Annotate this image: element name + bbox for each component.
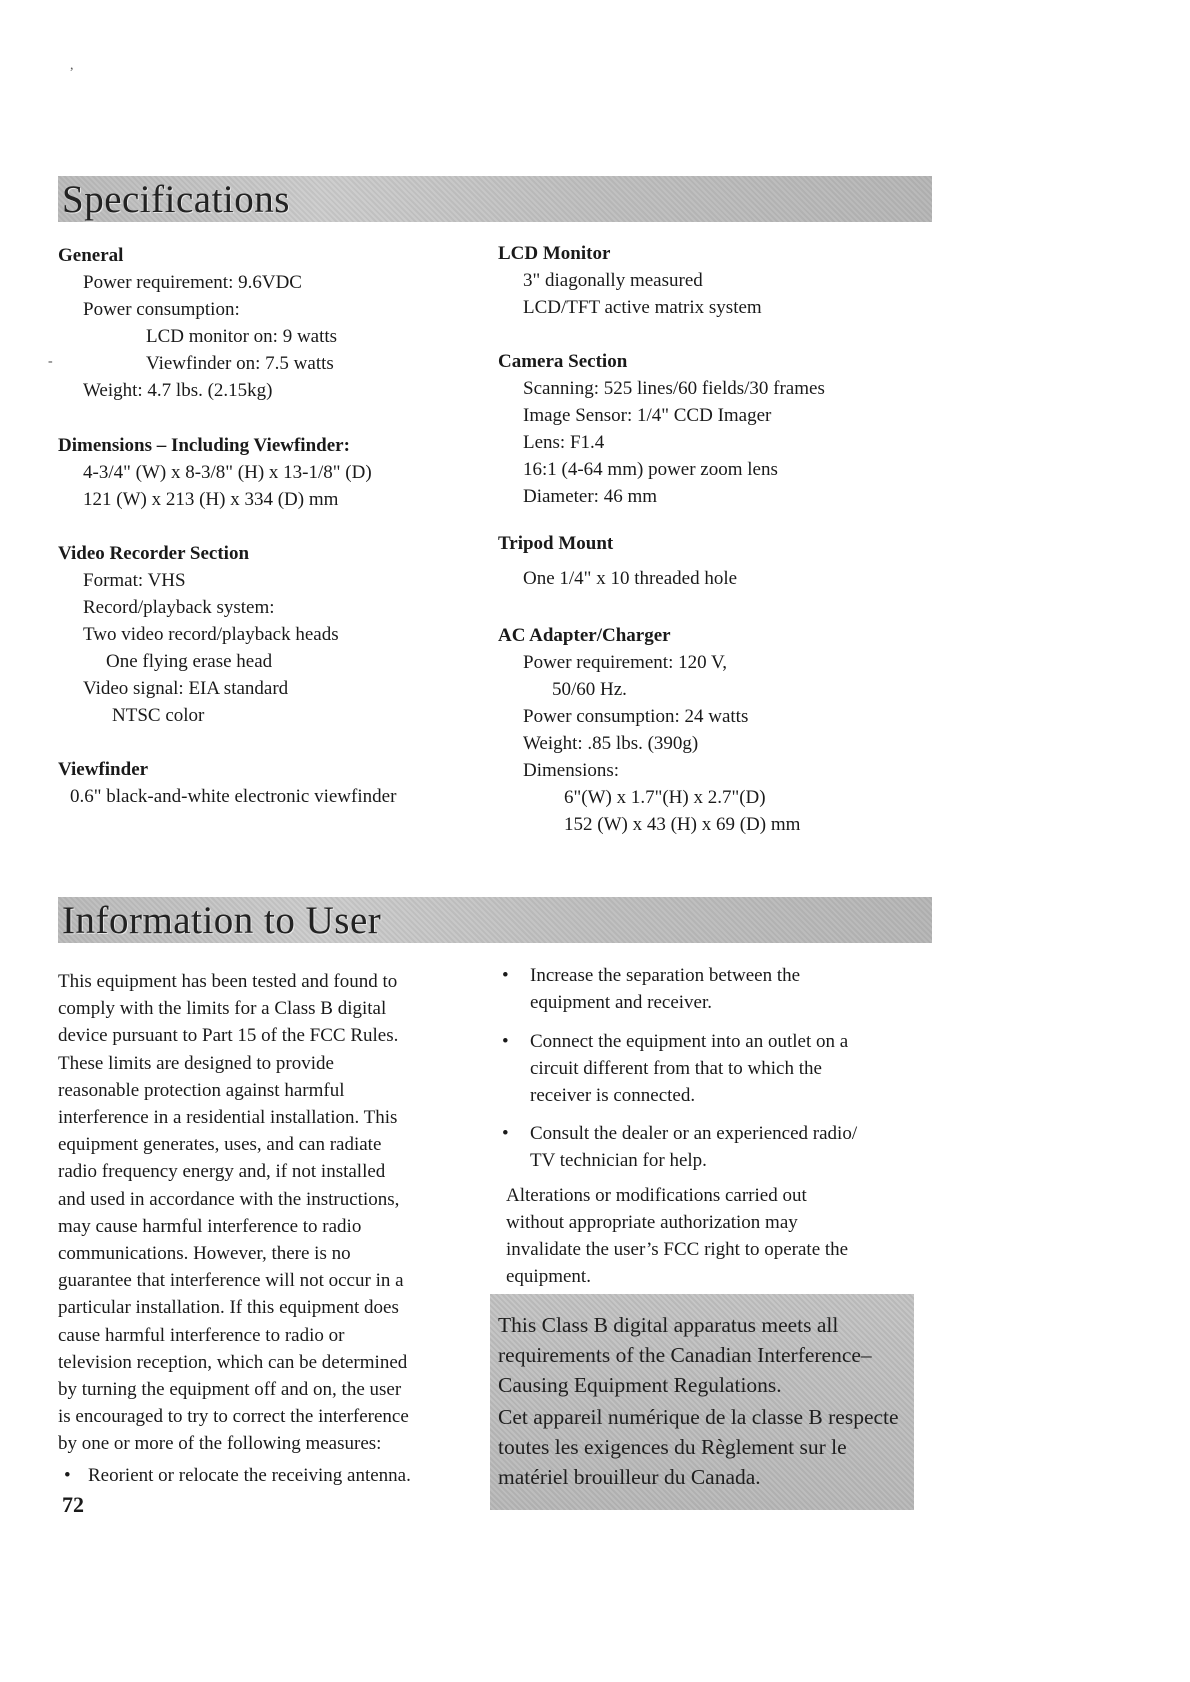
camera-zoom: 16:1 (4-64 mm) power zoom lens (523, 459, 778, 480)
general-weight: Weight: 4.7 lbs. (2.15kg) (83, 380, 273, 401)
stray-mark: - (48, 354, 53, 369)
alterations-line: equipment. (506, 1266, 591, 1287)
general-power-consumption: Power consumption: (83, 299, 240, 320)
video-recorder-section (58, 540, 339, 729)
canada-line: Cet appareil numérique de la classe B respecte (498, 1405, 899, 1429)
fcc-line: guarantee that interference will not occur in a (58, 1270, 404, 1292)
bullet-text: circuit different from that to which the (530, 1058, 822, 1079)
tripod-desc: One 1/4" x 10 threaded hole (523, 568, 738, 589)
fcc-line: is encouraged to try to correct the interference (58, 1406, 409, 1428)
ac-adapter-heading: AC Adapter/Charger (498, 625, 671, 646)
lcd-monitor-section (498, 240, 762, 321)
lcd-size: 3" diagonally measured (523, 270, 703, 291)
fcc-line: particular installation. If this equipment does (58, 1297, 399, 1319)
bullet-text: Connect the equipment into an outlet on a (530, 1031, 849, 1052)
video-record-playback: Record/playback system: (83, 597, 275, 618)
canada-line: Causing Equipment Regulations. (498, 1373, 782, 1397)
fcc-line: by turning the equipment off and on, the user (58, 1379, 402, 1401)
fcc-line: interference in a residential installation. This (58, 1107, 398, 1129)
camera-scanning: Scanning: 525 lines/60 fields/30 frames (523, 378, 825, 399)
fcc-line: This equipment has been tested and found to (58, 971, 398, 992)
bullet-dot: • (64, 1465, 71, 1486)
bullet-dot: • (502, 965, 509, 986)
alterations-paragraph (506, 1182, 848, 1290)
alterations-line: Alterations or modifications carried out (506, 1185, 807, 1206)
ac-hz: 50/60 Hz. (552, 679, 627, 700)
specifications-title: Specifications (62, 178, 290, 221)
fcc-line: by one or more of the following measures: (58, 1433, 382, 1455)
bullet-dot: • (502, 1123, 509, 1144)
viewfinder-heading: Viewfinder (58, 759, 149, 780)
fcc-line: may cause harmful interference to radio (58, 1215, 362, 1237)
ac-adapter-section (498, 622, 800, 838)
alterations-line: without appropriate authorization may (506, 1212, 798, 1233)
lcd-monitor-heading: LCD Monitor (498, 243, 611, 264)
bullet-text: Consult the dealer or an experienced radio/ (530, 1123, 858, 1144)
bullet-reorient (64, 1462, 411, 1489)
general-viewfinder-on: Viewfinder on: 7.5 watts (146, 353, 334, 374)
canada-line: requirements of the Canadian Interference– (498, 1343, 872, 1367)
video-color: NTSC color (112, 705, 205, 726)
fcc-line: equipment generates, uses, and can radiate (58, 1134, 382, 1156)
ac-power-consumption: Power consumption: 24 watts (523, 706, 749, 727)
fcc-line: television reception, which can be determined (58, 1351, 408, 1373)
bullet-consult (502, 1120, 857, 1174)
fcc-line: communications. However, there is no (58, 1243, 351, 1265)
dimensions-inches: 4-3/4" (W) x 8-3/8" (H) x 13-1/8" (D) (83, 462, 372, 483)
tripod-section (498, 530, 737, 592)
fcc-line: cause harmful interference to radio or (58, 1324, 345, 1346)
information-title: Information to User (62, 899, 382, 942)
page-number: 72 (62, 1492, 84, 1517)
fcc-paragraph (58, 968, 409, 1458)
ac-dim-mm: 152 (W) x 43 (H) x 69 (D) mm (564, 814, 801, 835)
camera-heading: Camera Section (498, 351, 628, 372)
ac-weight: Weight: .85 lbs. (390g) (523, 733, 699, 754)
video-erase-head: One flying erase head (106, 651, 273, 672)
fcc-line: reasonable protection against harmful (58, 1079, 345, 1101)
viewfinder-section (58, 756, 396, 810)
video-format: Format: VHS (83, 570, 186, 591)
general-section (58, 242, 337, 404)
dimensions-mm: 121 (W) x 213 (H) x 334 (D) mm (83, 489, 339, 510)
ac-dim-inches: 6"(W) x 1.7"(H) x 2.7"(D) (564, 787, 766, 808)
camera-sensor: Image Sensor: 1/4" CCD Imager (523, 405, 772, 426)
general-heading: General (58, 245, 124, 266)
canada-line: toutes les exigences du Règlement sur le (498, 1435, 847, 1459)
fcc-line: radio frequency energy and, if not installed (58, 1161, 386, 1183)
dimensions-heading: Dimensions – Including Viewfinder: (58, 435, 350, 456)
ac-power-requirement: Power requirement: 120 V, (523, 652, 728, 673)
bullet-text: Reorient or relocate the receiving antenna. (88, 1465, 411, 1486)
viewfinder-desc: 0.6" black-and-white electronic viewfinder (70, 786, 397, 807)
canada-line: matériel brouilleur du Canada. (498, 1465, 761, 1489)
bullet-text: receiver is connected. (530, 1085, 696, 1106)
bullet-text: equipment and receiver. (530, 992, 713, 1013)
stray-mark: , (70, 58, 74, 73)
fcc-line: comply with the limits for a Class B digital (58, 998, 387, 1020)
bullet-outlet (502, 1028, 848, 1109)
canada-notice-box (490, 1294, 914, 1510)
general-power-requirement: Power requirement: 9.6VDC (83, 272, 302, 293)
bullet-text: TV technician for help. (530, 1150, 707, 1171)
general-lcd-on: LCD monitor on: 9 watts (146, 326, 338, 347)
bullet-separation (502, 962, 800, 1016)
specifications-banner (58, 176, 932, 222)
video-recorder-heading: Video Recorder Section (58, 543, 250, 564)
tripod-heading: Tripod Mount (498, 533, 614, 554)
fcc-line: and used in accordance with the instructions, (58, 1188, 400, 1210)
bullet-text: Increase the separation between the (530, 965, 801, 986)
alterations-line: invalidate the user’s FCC right to operate the (506, 1239, 849, 1260)
camera-diameter: Diameter: 46 mm (523, 486, 658, 507)
canada-line: This Class B digital apparatus meets all (498, 1313, 839, 1337)
video-signal: Video signal: EIA standard (83, 678, 289, 699)
fcc-line: device pursuant to Part 15 of the FCC Rules. (58, 1025, 399, 1047)
video-heads: Two video record/playback heads (83, 624, 339, 645)
camera-section (498, 348, 825, 510)
ac-dimensions: Dimensions: (523, 760, 620, 781)
information-banner (58, 897, 932, 943)
bullet-dot: • (502, 1031, 509, 1052)
fcc-line: These limits are designed to provide (58, 1052, 334, 1074)
dimensions-section (58, 432, 372, 513)
lcd-type: LCD/TFT active matrix system (523, 297, 762, 318)
camera-lens: Lens: F1.4 (523, 432, 605, 453)
